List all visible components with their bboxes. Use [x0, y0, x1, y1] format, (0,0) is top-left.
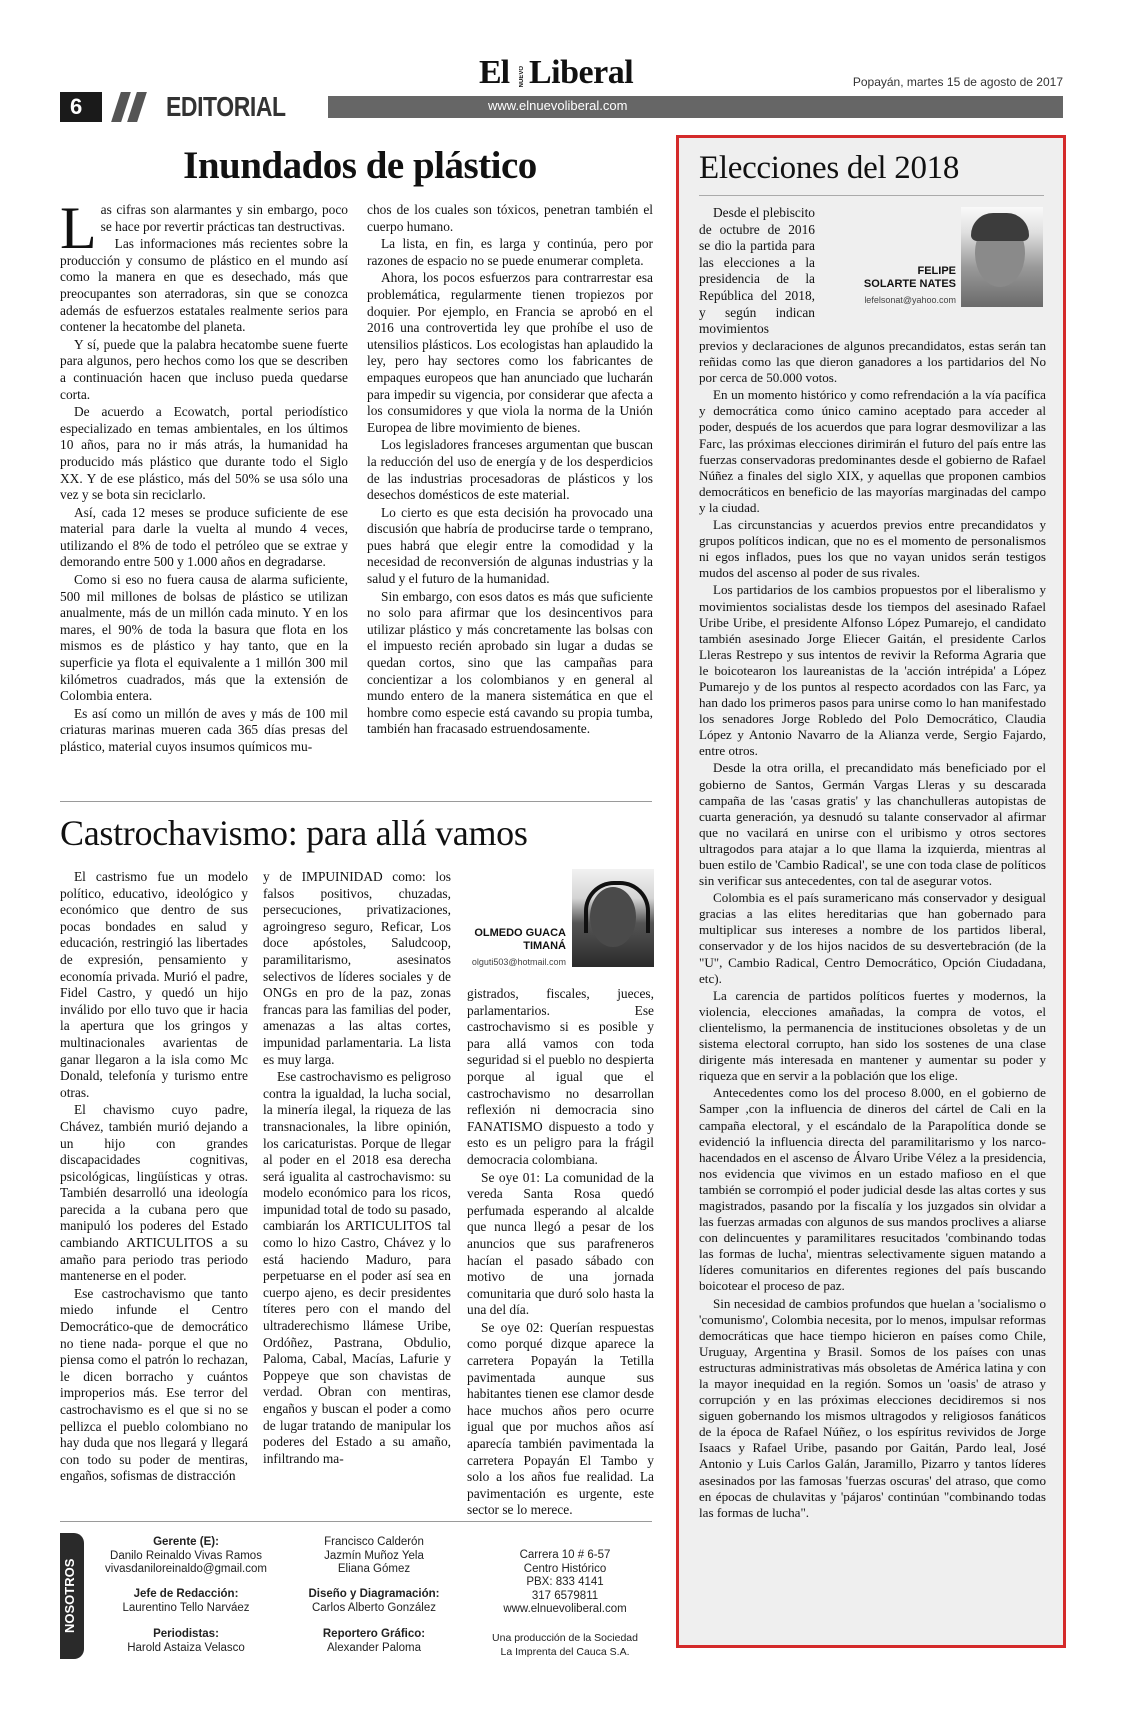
- drop-cap: L: [60, 195, 97, 261]
- editorial-paragraph: Ahora, los pocos esfuerzos para contrarrestar esa problemática, regularmente tienen tropiezos por doquier. Por ejemplo, en Francia se aprobó en el 2016 una controvertida ley que prohíbe el uso de utensilios plásticos. Los ecologistas han aplaudido la ley, pero hay sectores como los fabricantes de empaques europeos que han anunciado que lucharán para impedir su vigencia, por considerar que afecta a los consumidores y que viola la norma de la Unión Europea de libre movimiento de bienes.: [367, 270, 653, 435]
- section-title: EDITORIAL: [166, 91, 286, 122]
- editorial-paragraph: Como si eso no fuera causa de alarma suficiente, 500 mil millones de bolsas de plástico se utilizan anualmente, más de un millón cada minuto. Y en los mares, el 90% de toda la basura que flota en los mismos es de plástico y hay tanto, que en la superficie ya flota el equivalente a 1 millón 300 mil kilómetros cuadrados, más que la extensión de Colombia entera.: [60, 572, 348, 704]
- staff-contact: [480, 1549, 650, 1617]
- column-author-photo: [961, 207, 1043, 307]
- masthead-nuevo: NUEVO: [519, 66, 525, 88]
- opinion-column-2: [263, 869, 451, 1467]
- staff-photo: [284, 1628, 464, 1655]
- staff-production: [480, 1632, 650, 1659]
- staff-photo-title: Reportero Gráfico:: [322, 1628, 426, 1640]
- staff-manager: [96, 1536, 276, 1577]
- staff-manager-email: vivasdaniloreinaldo@gmail.com: [105, 1563, 267, 1575]
- section-divider: [60, 801, 652, 802]
- editorial-paragraph: Las informaciones más recientes sobre la producción y consumo de plástico en el mundo así como la manera en que es desechado, más que preocupantes son aterradoras, sin que se conozca además de esfuerzos estatales realmente serios para contener la hecatombe del planeta.: [60, 236, 348, 335]
- staff-journalists: [96, 1628, 276, 1655]
- staff-web[interactable]: www.elnuevoliberal.com: [503, 1603, 627, 1615]
- opinion-paragraph: Ese castrochavismo que tanto miedo infunde el Centro Democrático-que de democrático no tiene nada- porque el que no piensa como el patrón lo rechazan, le dicen borracho y cuántos improperios más. Ese terror del castrochavismo es el que si no se pellizca el pueblo colombiano no hay duda que nos llegará y llegará con todo su poder de mentiras, engaños, sofismas de distracción: [60, 1285, 248, 1484]
- column-author-name: FELIPE SOLARTE NATES: [863, 265, 956, 290]
- column-paragraph: Las circunstancias y acuerdos previos entre precandidatos y grupos políticos indican, que no es el momento de personalismos ni egos inflados, pues los que no vayan unidos serán testigos mudos del ascenso al poder de sus rivales.: [699, 517, 1046, 581]
- opinion-paragraph: El chavismo cuyo padre, Chávez, también murió dejando a un hijo con grandes discapacidades cognitivas, psicológicas, lingüísticas y otras. También desarrolló una ideología parecida a la cubana pero que manipuló los poderes del Estado cambiando ARTICULITOS a su amaño para periodo tras periodo mantenerse en el poder.: [60, 1102, 248, 1284]
- page-number: 6: [70, 94, 83, 119]
- staff-address-1: Carrera 10 # 6-57: [519, 1549, 611, 1561]
- column-paragraph: Desde la otra orilla, el precandidato más beneficiado por el gobierno de Santos, Germán Vargas Lleras y su descarada campaña de las 'casas gratis' y las chanchulleras autopistas de cuarta generación, ya desnudó su talante conservador al afirmar que no vacilará en unirse con el uribismo y otros sectores ultragodos para atajar a lo que llama la izquierda, mientras al buen estilo de 'Cambio Radical', se une con toda clase de políticos sin verificar sus antecedentes, con tal de asegurar votos.: [699, 760, 1046, 889]
- staff-production-2: La Imprenta del Cauca S.A.: [500, 1645, 630, 1658]
- header-bar: [60, 92, 1063, 122]
- column-lead-paragraph: Desde el plebiscito de octubre de 2016 se dio la partida para las elecciones a la presidencia de la República del 2018, y según indican movimientos: [699, 205, 815, 337]
- staff-editor: [96, 1588, 276, 1615]
- editorial-column-2: [367, 202, 653, 738]
- masthead-liberal: Liberal: [529, 54, 634, 91]
- staff-editor-name: Laurentino Tello Narváez: [122, 1601, 250, 1614]
- staff-team: [284, 1536, 464, 1577]
- editorial-paragraph: Y sí, puede que la palabra hecatombe suene fuerte para algunos, pero hechos como los que se describen a continuación hacen que incluso pueda quedarse corta.: [60, 336, 348, 402]
- column-paragraph: Antecedentes como los del proceso 8.000, en el gobierno de Samper ,con la influencia de dineros del cártel de Cali en la campaña electoral, y el escándalo de la Parapolítica donde se evidenció la influencia directa del paramilitarismo y los narco-hacendados en el ascenso de Álvaro Uribe Vélez a la presidencia, nos evidencia que vivimos en un estado mafioso en el que también se corrompió el poder judicial desde las altas cortes y sus magistrados, pasando por la fiscalía y los juzgados sin olvidar a las fuerzas armadas con algunos de sus mandos proclives a aliarse con delincuentes y paramilitares resucitados 'combinando todas las formas de lucha', mientras selectivamente siguen matando a líderes comunitarios en diferentes regiones del país buscando boicotear el proceso de paz.: [699, 1085, 1046, 1294]
- staff-design-name: Carlos Alberto González: [311, 1601, 436, 1614]
- staff-divider: [60, 1521, 652, 1522]
- staff-address-2: Centro Histórico: [523, 1562, 607, 1575]
- staff-manager-name: Danilo Reinaldo Vivas Ramos: [110, 1549, 262, 1562]
- issue-date: Popayán, martes 15 de agosto de 2017: [852, 75, 1063, 89]
- editorial-paragraph: Sin embargo, con esos datos es más que suficiente no solo para afirmar que los desincentivos para utilizar plástico y más concretamente las bolsas con el impuesto recién aprobado sin lugar a dudas se quedan cortos, sino que las campañas para concientizar a los colombianos y en general al mundo entero de la manera sistemática en que el hombre como especie está cavando su propia tumba, también han fracasado estruendosamente.: [367, 588, 653, 737]
- masthead-el: El: [479, 54, 510, 91]
- editorial-paragraph: La lista, en fin, es larga y continúa, pero por razones de espacio no se puede enumerar completa.: [367, 236, 653, 268]
- opinion-paragraph: Se oye 02: Querían respuestas como porqué dizque aparece la carretera Popayán la Tetilla pavimentada aunque sus habitantes tienen ese clamor desde hace muchos años pero ocurre igual que por muchos años así aparecía también pavimentada la carretera Popayán El Tambo y solo a los años fue realidad. La pavimentación es urgente, este sector se lo merece.: [467, 1319, 654, 1518]
- column-paragraph: previos y declaraciones de algunos precandidatos, estas serán tan reñidas como las que dieron ganadores a los partidarios del No por cerca de 50.000 votos.: [699, 338, 1046, 386]
- editorial-paragraph: chos de los cuales son tóxicos, penetran también el cuerpo humano.: [367, 202, 653, 234]
- editorial-title: Inundados de plástico: [183, 144, 537, 187]
- header-gray-band: [328, 96, 1063, 118]
- masthead-logo: [479, 54, 639, 92]
- column-paragraph: En un momento histórico y como refrendación a la vía pacífica y democrática como único camino aceptado para acceder al poder, después de los acuerdos que para lograr desmovilizar a las Farc, las próximas elecciones dirimirán el futuro del país entre las fuerzas conservadoras predominantes desde el gobierno de Rafael Núñez a finales del siglo XIX, y aquellas que proponen cambios democráticos en beneficio de las mayorías marginadas del campo y la ciudad.: [699, 387, 1046, 515]
- opinion-author-photo: [572, 869, 654, 967]
- headphones-shape: [584, 881, 650, 933]
- editorial-paragraph-1: Las cifras son alarmantes y sin embargo, poco se hace por revertir prácticas tan destructivas.: [60, 195, 348, 261]
- column-lead: [699, 205, 815, 338]
- editorial-paragraph: Así, cada 12 meses se produce suficiente de ese material para darle la vuelta al mundo 4 veces, utilizando el 8% de todo el petróleo que se extrae y demorando entre 500 y 1.000 años en degradarse.: [60, 504, 348, 570]
- staff-phone-2: 317 6579811: [531, 1589, 599, 1602]
- slash-decoration-2: [127, 92, 147, 122]
- column-title-rule: [699, 195, 1044, 196]
- staff-journalists-title: Periodistas:: [153, 1628, 219, 1640]
- staff-editor-title: Jefe de Redacción:: [133, 1588, 239, 1600]
- staff-production-1: Una producción de la Sociedad: [492, 1632, 638, 1644]
- staff-side-label: NOSOTROS: [62, 1558, 77, 1634]
- staff-member: Eliana Gómez: [337, 1563, 411, 1575]
- column-paragraph: Colombia es el país suramericano más conservador y desigual gracias a las elites hereditarias que han gobernado para multiplicar sus intereses a nombre de los partidos liberal, conservador y de los hijos nacidos de su desvertebración (de la "U", Cambio Radical, Centro Democrático, Opción Ciudadana, etc).: [699, 890, 1046, 986]
- column-paragraph: La carencia de partidos políticos fuertes y modernos, la violencia, elecciones amañadas, la compra de votos, el clientelismo, la permanencia de instituciones obsoletas y de un sistema electoral corrupto, han sido los sostenes de una clase dirigente más interesada en mantener y aumentar su poder y riqueza que en servir a la población que los elige.: [699, 987, 1046, 1084]
- website-url[interactable]: www.elnuevoliberal.com: [488, 98, 628, 113]
- staff-design: [284, 1588, 464, 1615]
- opinion-paragraph: y de IMPUINIDAD como: los falsos positivos, chuzadas, persecuciones, privatizaciones, agroingreso seguro, Reficar, Los doce apóstoles, Saludcoop, paramilitarismo, asesinatos selectivos de líderes sociales y de ONGs en pro de la paz, zonas francas para las familias del poder, amenazas a las altas cortes, impunidad parlamentaria. La lista es muy larga.: [263, 869, 451, 1067]
- editorial-paragraph: De acuerdo a Ecowatch, portal periodístico especializado en temas ambientales, en los últimos 10 años, para no ir más atrás, la humanidad ha producido más plástico que durante todo el Siglo XX. Y de ese plástico, más del 50% se usa sólo una vez y se bota sin reciclarlo.: [60, 404, 348, 503]
- editorial-column-1: [60, 195, 348, 756]
- column-title: Elecciones del 2018: [699, 150, 960, 186]
- staff-photo-name: Alexander Paloma: [327, 1641, 421, 1654]
- column-body: [699, 338, 1046, 1521]
- opinion-column-1: [60, 869, 248, 1485]
- opinion-paragraph: Se oye 01: La comunidad de la vereda Santa Rosa quedó perfumada esperando al alcalde que nunca llegó a pesar de los anuncios que sus parafreneros hacían el pasado sábado con motivo de una jornada comunitaria que duró solo hasta la una del día.: [467, 1169, 654, 1318]
- editorial-paragraph: Los legisladores franceses argumentan que buscan la reducción del uso de energía y de los desperdicios de las industrias procesadoras de plásticos y los desechos domésticos de este material.: [367, 437, 653, 503]
- staff-phone-1: PBX: 833 4141: [526, 1576, 604, 1588]
- column-author-email: lefelsonat@yahoo.com: [864, 295, 956, 305]
- column-paragraph: Los partidarios de los cambios propuestos por el liberalismo y movimientos socialistas desde los tiempos del asesinado Rafael Uribe Uribe, el presidente Alfonso López Pumarejo, el candidato también asesinado Jorge Eliecer Gaitán, el presidente Carlos Lleras Restrepo y sus intentos de revivir la Reforma Agraria que le boicotearon los laureanistas de la 'acción intrépida' a López Pumarejo y de los puntos al respecto acordados con las Farc, ya han dado los primeros pasos para unirse como lo han manifestado los senadores Jorge Robledo del Polo Democrático, Claudia López y Antonio Navarro de la Alianza verde, Sergio Fajardo, entre otros.: [699, 582, 1046, 759]
- editorial-paragraph: Es así como un millón de aves y más de 100 mil criaturas marinas mueren cada 365 días presas del plástico, material cuyos insumos químicos mu-: [60, 705, 348, 754]
- opinion-paragraph: gistrados, fiscales, jueces, parlamentarios. Ese castrochavismo si es posible y para allá vamos con toda seguridad si el pueblo no despierta porque al igual que el castrochavismo no desarrollan reflexión ni democracia sino FANATISMO dispuesto a todo y esto es un peligro para la frágil democracia colombiana.: [467, 986, 654, 1167]
- staff-manager-title: Gerente (E):: [153, 1536, 219, 1548]
- staff-member: Francisco Calderón: [324, 1536, 424, 1548]
- staff-journalists-name: Harold Astaiza Velasco: [127, 1641, 245, 1654]
- staff-design-title: Diseño y Diagramación:: [308, 1588, 440, 1600]
- opinion-column-3: [467, 986, 654, 1519]
- editorial-paragraph: Lo cierto es que esta decisión ha provocado una discusión que habría de producirse tarde o temprano, pues habrá que elegir entre la comodidad y la necesidad de reconversión de algunas industrias y la salud y el futuro de la humanidad.: [367, 504, 653, 587]
- opinion-author-name: OLMEDO GUACA TIMANÁ: [474, 927, 566, 952]
- author-hair-shape: [971, 213, 1029, 241]
- staff-member: Jazmín Muñoz Yela: [324, 1549, 424, 1562]
- opinion-paragraph: El castrismo fue un modelo político, educativo, ideológico y económico que dentro de sus pocas bondades en salud y educación, restringió las libertades de expresión, pensamiento y economía privada. Murió el padre, Fidel Castro, y quedó un hijo inválido por ello tuvo que ir hacia la apertura que los gringos y multinacionales avarientas de ganar llegaron a la isla como Mc Donald, telefonía y turismo entre otras.: [60, 869, 248, 1100]
- opinion-author-email: olguti503@hotmail.com: [471, 957, 566, 967]
- opinion-paragraph: Ese castrochavismo es peligroso contra la igualdad, la lucha social, la minería ilegal, la riqueza de las transnacionales, la libre opinión, los caricaturistas. Porque de llegar al poder en el 2018 esa derecha será igualita al castrochavismo: su modelo económico para los ricos, impunidad total de todo su pasado, cambiarán los ARTICULITOS tal como lo hizo Castro, Chávez y lo está haciendo Maduro, para perpetuarse en el poder así sea en cuerpo ajeno, es decir presidentes títeres pero con el mando del ultraderechismo llámese Uribe, Ordóñez, Pastrana, Obdulio, Paloma, Cabal, Macías, Lafurie y Poppeye que son chavistas de verdad. Obran con mentiras, engaños y buscan el poder a como de lugar tratando de manipular los poderes del Estado a su amaño, infiltrando ma-: [263, 1069, 451, 1466]
- opinion-title: Castrochavismo: para allá vamos: [60, 813, 528, 853]
- column-paragraph: Sin necesidad de cambios profundos que huelan a 'socialismo o 'comunismo', Colombia necesita, por lo menos, impulsar reformas democráticas que hace tiempo hicieron en países como Chile, Uruguay, Argentina y Brasil. Somos de los países con unas estructuras administrativas más obsoletas de América latina y con la mayor inequidad en la región. Somos un 'oasis' de atraso y corrupción y en las próximas elecciones decidiremos si nos siguen gobernando los mismos ultragodos y religiosos fanáticos de la época de Rafael Núñez, o los espíritus revividos de Jorge Isaacs y Rafael Uribe, pasando por Gaitán, Pardo leal, José Antonio y Luis Carlos Galán, Jaramillo, Pizarro y tantos líderes asesinados por las famosas 'fuerzas oscuras' del atraso, que como en épocas de chulavitas y 'pájaros' continúan "combinando todas las formas de lucha".: [699, 1295, 1046, 1520]
